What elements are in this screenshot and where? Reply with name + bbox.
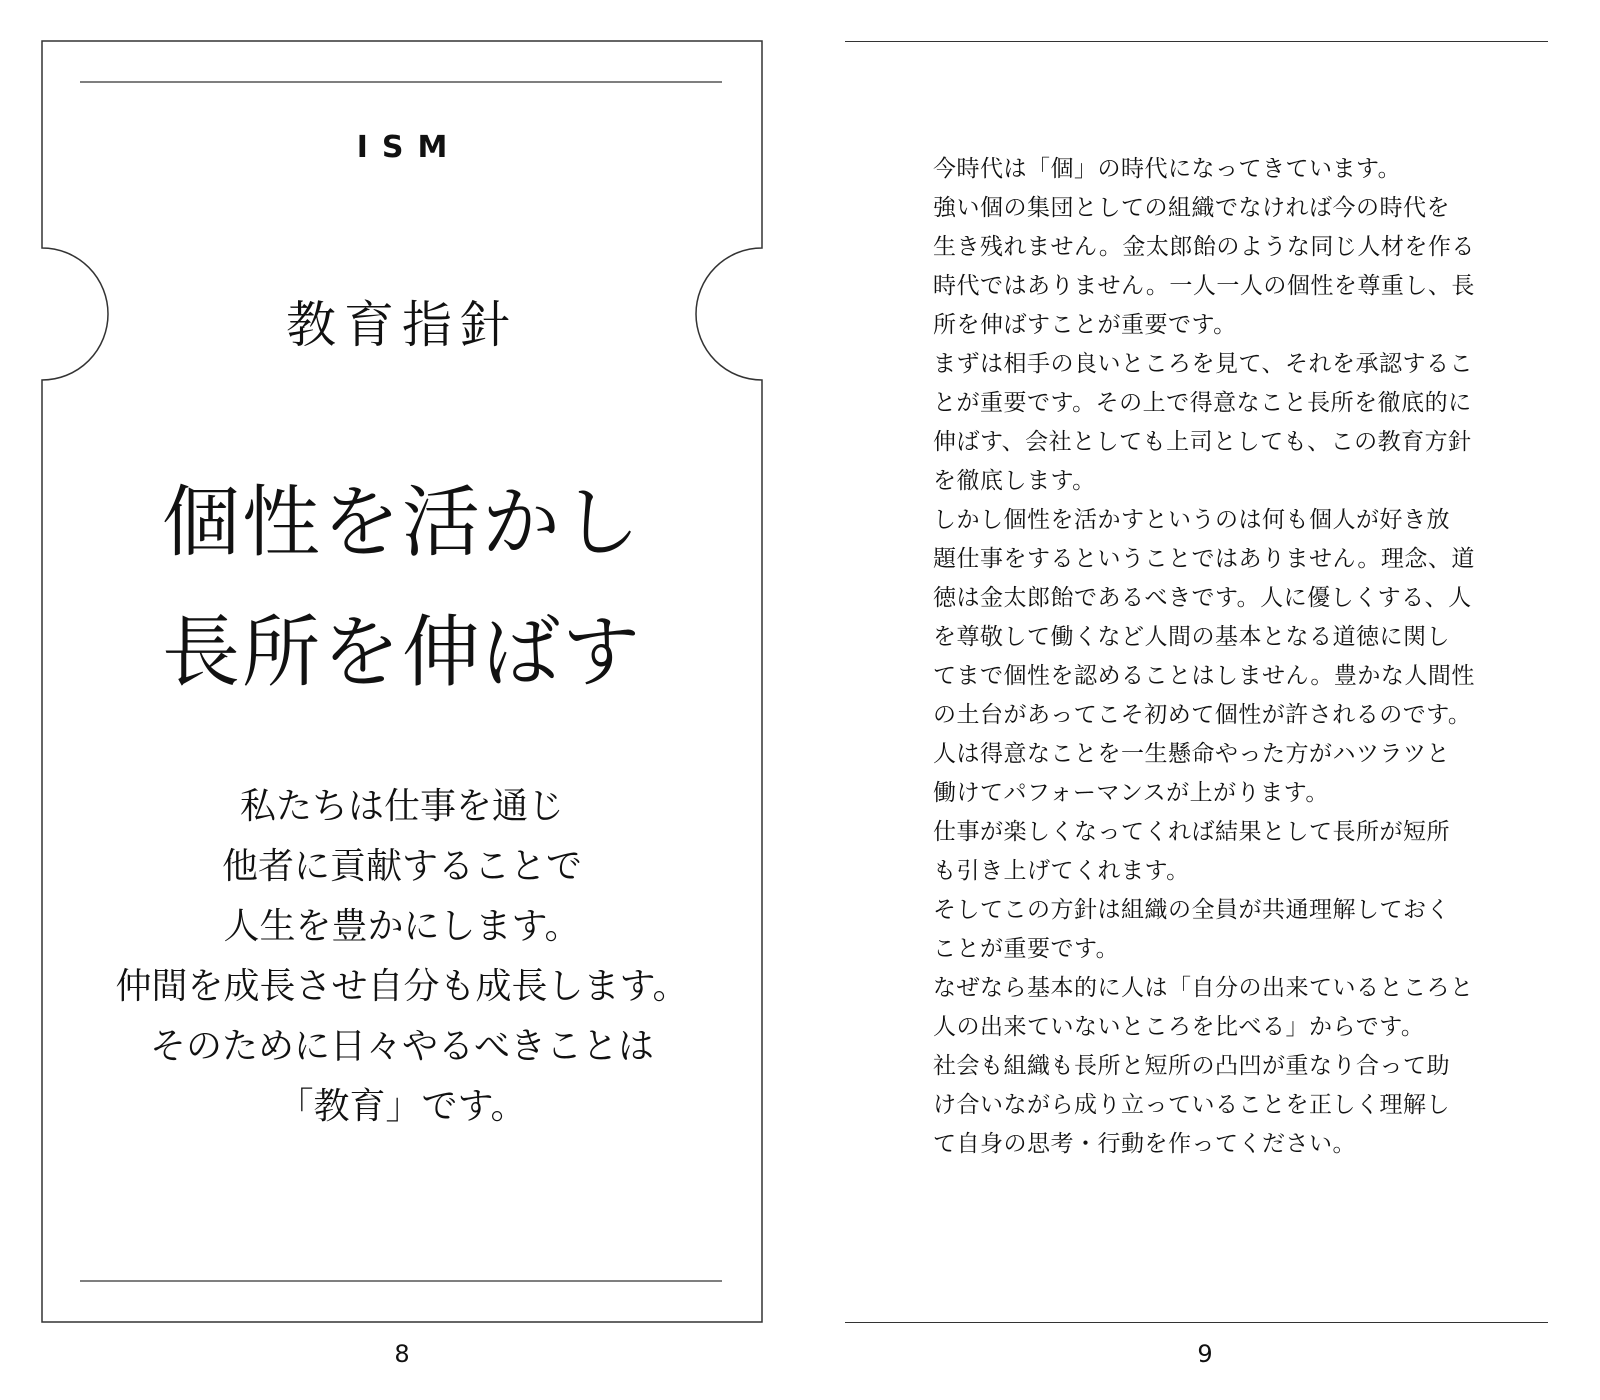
- body-line: 今時代は「個」の時代になってきています。: [933, 156, 1402, 182]
- body-line: しかし個性を活かすというのは何も個人が好き放: [933, 507, 1450, 533]
- right-page: [800, 0, 1600, 1400]
- top-rule: [845, 41, 1548, 42]
- body-line: なぜなら基本的に人は「自分の出来ているところと: [933, 975, 1474, 1001]
- body-line: 生き残れません。金太郎飴のような同じ人材を作る: [933, 234, 1475, 260]
- motto-line: 個性を活かし: [161, 478, 642, 568]
- body-line: 強い個の集団としての組織でなければ今の時代を: [933, 195, 1450, 221]
- body-line: 伸ばす、会社としても上司としても、この教育方針: [933, 429, 1472, 455]
- body-line: け合いながら成り立っていることを正しく理解し: [933, 1092, 1450, 1118]
- creed-line: そのために日々やるべきことは: [149, 1026, 654, 1067]
- creed-line: 他者に貢献することで: [221, 846, 582, 887]
- creed-line: 人生を豊かにします。: [223, 906, 581, 947]
- body-line: そしてこの方針は組織の全員が共通理解しておく: [933, 897, 1450, 923]
- body-line: も引き上げてくれます。: [933, 858, 1190, 884]
- body-line: て自身の思考・行動を作ってください。: [933, 1131, 1356, 1157]
- body-line: の土台があってこそ初めて個性が許されるのです。: [933, 702, 1472, 728]
- body-line: 社会も組織も長所と短所の凸凹が重なり合って助: [933, 1053, 1450, 1079]
- body-line: 仕事が楽しくなってくれば結果として長所が短所: [933, 819, 1450, 845]
- section-heading: 教育指針: [286, 296, 518, 354]
- bottom-rule: [845, 1322, 1548, 1323]
- creed: [42, 777, 762, 1137]
- creed-line: 「教育」です。: [277, 1086, 527, 1127]
- body-line: てまで個性を認めることはしません。豊かな人間性: [933, 663, 1475, 689]
- body-line: 時代ではありません。一人一人の個性を尊重し、長: [933, 273, 1475, 299]
- body-line: 働けてパフォーマンスが上がります。: [933, 780, 1329, 806]
- creed-line: 仲間を成長させ自分も成長します。: [115, 966, 689, 1007]
- brand-label: ISM: [356, 130, 462, 165]
- body-text: [933, 150, 1493, 1164]
- motto-line: 長所を伸ばす: [161, 608, 642, 698]
- body-line: まずは相手の良いところを見て、それを承認するこ: [933, 351, 1474, 377]
- body-line: を徹底します。: [933, 468, 1096, 494]
- body-line: を尊敬して働くなど人間の基本となる道徳に関し: [933, 624, 1450, 650]
- body-line: 人の出来ていないところを比べる」からです。: [933, 1014, 1425, 1040]
- page-number: 8: [394, 1340, 410, 1368]
- body-line: とが重要です。その上で得意なこと長所を徹底的に: [933, 390, 1472, 416]
- page-number: 9: [1197, 1340, 1213, 1368]
- body-line: ことが重要です。: [933, 936, 1120, 962]
- body-line: 徳は金太郎飴であるべきです。人に優しくする、人: [933, 585, 1472, 611]
- creed-line: 私たちは仕事を通じ: [239, 786, 564, 827]
- body-line: 人は得意なことを一生懸命やった方がハツラツと: [933, 741, 1450, 767]
- body-line: 題仕事をするということではありません。理念、道: [933, 546, 1475, 572]
- body-line: 所を伸ばすことが重要です。: [933, 312, 1237, 338]
